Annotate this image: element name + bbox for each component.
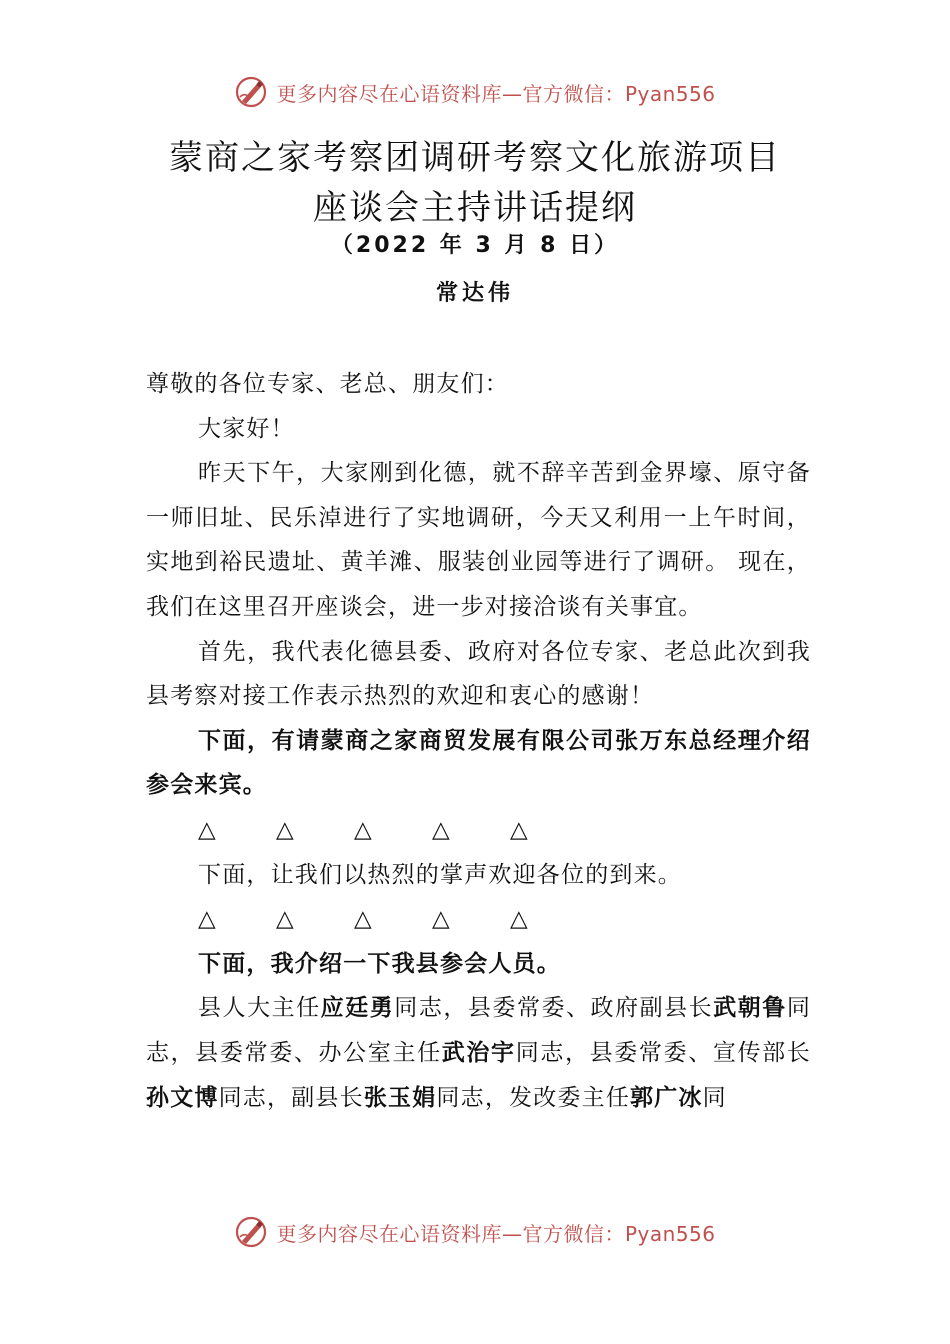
pen-logo-icon [234,1215,268,1249]
paragraph-5: 下面，我介绍一下我县参会人员。 [198,950,561,977]
doc-title-line2: 座谈会主持讲话提纲 [313,188,637,228]
paragraph-4: 下面，让我们以热烈的掌声欢迎各位的到来。 [198,861,682,888]
text-segment: 同志，发改委主任 [436,1084,631,1111]
triangle-row-1 [146,808,811,853]
paragraph-6 [146,986,811,1120]
doc-author: 常达伟 [435,281,514,306]
attendee-name: 张玉娟 [363,1084,437,1111]
wechat-id: Pyan556 [624,81,716,106]
text-segment: 同志，县委常委、政府副县长 [394,995,714,1022]
wechat-id: Pyan556 [624,1221,716,1246]
doc-date: （2022 年 3 月 8 日） [330,233,620,258]
watermark-banner-top [0,70,950,114]
triangle-mark: △ [354,816,372,843]
paragraph-1: 昨天下午，大家刚到化德，就不辞辛苦到金界壕、原守备一师旧址、民乐淖进行了实地调研，今天又利用一上午时间，实地到裕民遗址、黄羊滩、服装创业园等进行了调研。 现在，我们在这里召开座谈会，进一步对接洽谈有关事宜。 [146,460,811,620]
attendee-name: 应廷勇 [320,995,395,1022]
watermark-text: 更多内容尽在心语资料库—官方微信：Pyan556 [276,1221,716,1246]
greeting: 大家好！ [198,415,295,442]
watermark-banner-bottom [0,1210,950,1254]
attendee-name: 郭广冰 [630,1084,703,1111]
triangle-mark: △ [198,906,216,933]
triangle-mark: △ [276,816,294,843]
doc-body [146,362,811,1120]
text-segment: 县人大主任 [198,995,321,1022]
text-segment: 同志，县委常委、宣传部长 [515,1039,811,1066]
paragraph-3: 下面，有请蒙商之家商贸发展有限公司张万东总经理介绍参会来宾。 [146,727,811,799]
text-segment: 同 [702,1084,727,1111]
salutation: 尊敬的各位专家、老总、朋友们： [146,371,509,397]
triangle-mark: △ [276,906,294,933]
triangle-mark: △ [432,906,450,933]
triangle-mark: △ [510,816,528,843]
text-segment: 同志，副县长 [218,1084,364,1111]
triangle-row-2 [146,897,811,942]
triangle-mark: △ [510,906,528,933]
text-segment: 同志，县委常委、办公室主任 [146,995,812,1066]
pen-logo-icon [234,75,268,109]
triangle-mark: △ [354,906,372,933]
paragraph-2: 首先，我代表化德县委、政府对各位专家、老总此次到我县考察对接工作表示热烈的欢迎和衷心的感谢！ [146,638,811,710]
attendee-name: 武朝鲁 [713,995,787,1022]
attendee-name: 孙文博 [146,1084,219,1111]
attendee-name: 武治宇 [441,1039,516,1066]
triangle-mark: △ [198,816,216,843]
doc-title-line1: 蒙商之家考察团调研考察文化旅游项目 [169,138,781,178]
watermark-text: 更多内容尽在心语资料库—官方微信：Pyan556 [276,81,716,106]
triangle-mark: △ [432,816,450,843]
